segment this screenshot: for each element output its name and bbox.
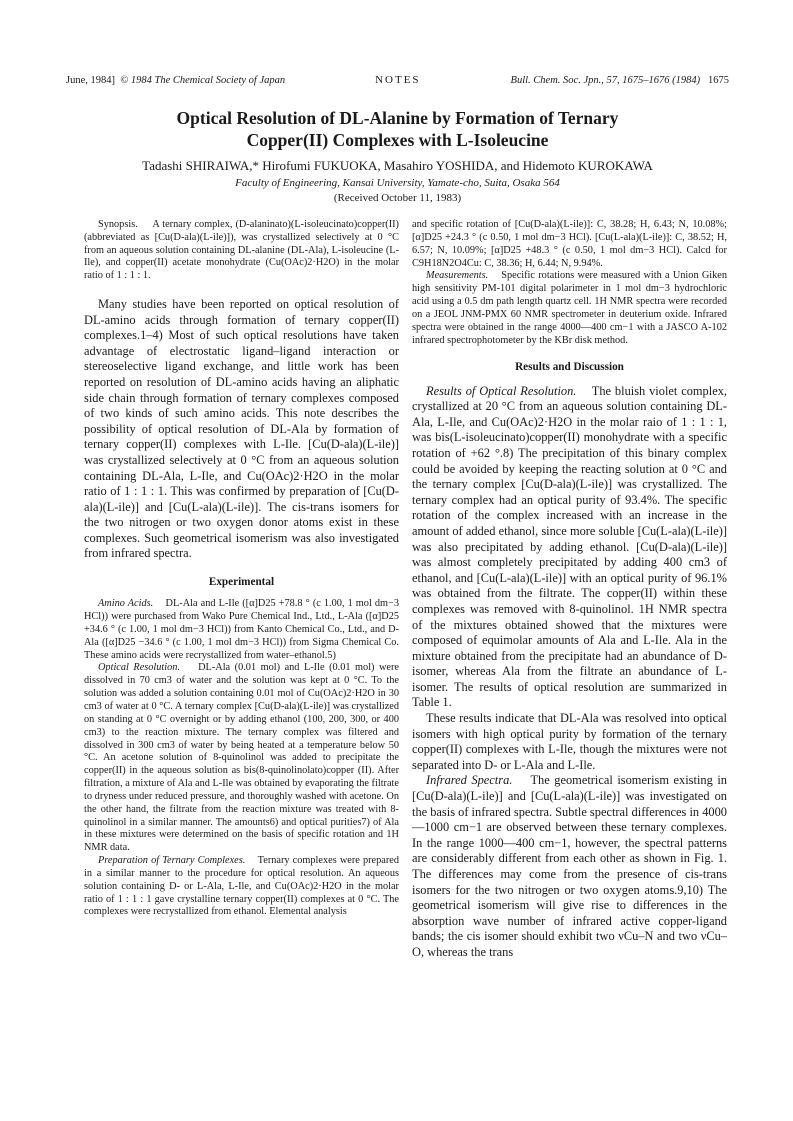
affiliation: Faculty of Engineering, Kansai University, Yamate-cho, Suita, Osaka 564 bbox=[235, 177, 560, 189]
elemental-analysis-paragraph: and specific rotation of [Cu(D-ala)(L-ile)]: C, 38.28; H, 6.43; N, 10.08%; [α]D25 +24.3 ° (c 0.50, 1 mol dm−3 HCl). [Cu(L-ala)(L-ile)]: C, 38.52; H, 6.57; N, 10.09%; [α]D25 +48.3 ° (c 0.50, 1 mol dm−3 HCl). Calcd for C9H18N2O4Cu: C, 38.36; H, 6.44; N, 9.94%. bbox=[412, 219, 727, 269]
article-title bbox=[120, 107, 675, 151]
title-line-2: Copper(II) Complexes with L-Isoleucine bbox=[246, 130, 549, 150]
header-journal: Bull. Chem. Soc. Jpn., 57, 1675–1676 (1984) bbox=[510, 75, 701, 86]
left-column bbox=[84, 219, 399, 919]
page-number: 1675 bbox=[707, 75, 729, 86]
optical-resolution-label: Optical Resolution. bbox=[98, 662, 181, 674]
experimental-heading: Experimental bbox=[208, 576, 275, 589]
synopsis-text: A ternary complex, (D-alaninato)(L-isoleucinato)copper(II) (abbreviated as [Cu(D-ala)(L-ile)]), was crystallized selectively at 0 °C from an aqueous solution containing DL-alanine (DL-Ala), L-isoleucine (L-Ile), and copper(II) acetate monohydrate (Cu(OAc)2·H2O) in the molar ratio of 1 : 1 : 1. bbox=[84, 219, 399, 282]
infrared-paragraph bbox=[412, 773, 727, 960]
results-text: The bluish violet complex, crystallized at 20 °C from an aqueous solution containing DL-Ala, L-Ile, and Cu(OAc)2·H2O in the molar raio of 1 : 1 : 1, was bis(L-isoleucinato)copper(II) monohydrate with a specific rotation of +62 °.8) The precipitation of this binary complex could be avoided by keeping the reacting solution at 0 °C and the ternary complex [Cu(D-ala)(L-ile)] was crystallized. The ternary complex had an optical purity of 93.4%. The specific rotation of the complex increased with an increase in the amount of added ethanol, since more soluble [Cu(L-ala)(L-ile)] was also precipitated by adding ethanol. [Cu(D-ala)(L-ile)] was almost completely precipitated by adding 400 cm3 of ethanol, and [Cu(L-ala)(L-ile)] with an optical purity of 96.1% was obtained from the filtrate. The copper(II) within these complexes was removed with 8-quinolinol. 1H NMR spectra of the mixtures obtained showed that the mixtures were composed of equimolar amounts of Ala and L-Ile. Ala in the mixture obtained from the precipitate had an abundance of D-isomer, whereas Ala from the filtrate an abundance of L-isomer. The results of optical resolution are summarized in Table 1. bbox=[412, 383, 727, 710]
infrared-text: The geometrical isomerism existing in [Cu(D-ala)(L-ile)] and [Cu(L-ala)(L-ile)] was investigated on the basis of infrared spectra. Subtle spectral differences in 4000—1000 cm−1 are observed between these ternary complexes. In the range 1000—400 cm−1, however, the spectral patterns are considerably different from each other as shown in Fig. 1. The differences may come from the presence of cis-trans isomers for the two nitrogen or two oxygen atoms.9,10) The geometrical isomerism will give rise to differences in the absorption wave number of infrared active copper-ligand bands; the cis isomer should exhibit two νCu–N and two νCu–O, whereas the trans bbox=[412, 773, 727, 959]
header-date-copyright bbox=[66, 75, 285, 86]
measurements-paragraph bbox=[412, 270, 727, 347]
header-copyright: © 1984 The Chemical Society of Japan bbox=[120, 75, 286, 86]
results-heading: Results and Discussion bbox=[515, 361, 624, 374]
results-label: Results of Optical Resolution. bbox=[426, 383, 577, 398]
header-journal-info bbox=[511, 75, 729, 86]
right-column bbox=[412, 219, 727, 961]
synopsis-label: Synopsis. bbox=[98, 219, 138, 230]
amino-acids-text: DL-Ala and L-Ile ([α]D25 +78.8 ° (c 1.00, 1 mol dm−3 HCl)) were purchased from Wako Pure Chemical Ind., Ltd., L-Ala ([α]D25 +34.6 ° (c 1.00, 1 mol dm−3 HCl)) from Kanto Chemical Co., Ltd., and D-Ala ([α]D25 −34.6 ° (c 1.00, 1 mol dm−3 HCl)) from Sigma Chemical Co. These amino acids were recrystallized from water–ethanol.5) bbox=[84, 598, 399, 661]
header-date: June, 1984] bbox=[66, 75, 115, 86]
optical-resolution-text: DL-Ala (0.01 mol) and L-Ile (0.01 mol) were dissolved in 70 cm3 of water and the solution was kept at 0 °C. To the solution was added a solution containing 0.01 mol of Cu(OAc)2·H2O in 30 cm3 of water at 0 °C. A ternary complex [Cu(D-ala)(L-ile)] was crystallized on standing at 0 °C overnight or by adding ethanol (100, 200, 300, or 400 cm3) to the reaction mixture. The ternary complex was filtered and dissolved in 300 cm3 of water by being heated at a temperature below 50 °C. An acetone solution of 8-quinolinol was added to precipitate the copper(II) in the aqueous solution as bis(8-quinolinolato)copper (II). After filtration, a mixture of Ala and L-Ile was obtained by evaporating the filtrate to dryness under reduced pressure, and thoroughly washed with acetone. On the other hand, the filtrate from the reaction mixture was treated with 8-quinolinol in a similar manner. The amounts6) and optical purities7) of Ala in these mixtures were determined on the basis of specific rotation and 1H NMR data. bbox=[84, 662, 400, 854]
running-header bbox=[66, 74, 729, 86]
optical-resolution-paragraph bbox=[84, 662, 399, 855]
header-section: NOTES bbox=[375, 74, 421, 86]
results-paragraph bbox=[412, 384, 727, 711]
conclusion-paragraph: These results indicate that DL-Ala was resolved into optical isomers with high optical purity by formation of the ternary copper(II) complexes with L-Ile, though the mixtures were not separated into D- or L-Ala and L-Ile. bbox=[412, 711, 727, 772]
infrared-label: Infrared Spectra. bbox=[426, 773, 513, 788]
amino-acids-label: Amino Acids. bbox=[98, 598, 154, 610]
received-date: (Received October 11, 1983) bbox=[333, 192, 462, 204]
preparation-label: Preparation of Ternary Complexes. bbox=[98, 855, 246, 867]
measurements-text: Specific rotations were measured with a Union Giken high sensitivity PM-101 digital polarimeter in 1 mol dm−3 hydrochloric acid using a 0.5 dm path length quartz cell. 1H NMR spectra were recorded on a JEOL JNM-PMX 60 NMR spectrometer in deuterium oxide. Infrared spectra were obtained in the range 4000—400 cm−1 with a JASCO A-102 infrared spectrophotometer by the KBr disk method. bbox=[412, 270, 728, 346]
synopsis-paragraph bbox=[84, 219, 399, 283]
amino-acids-paragraph bbox=[84, 598, 399, 662]
introduction-paragraph: Many studies have been reported on optical resolution of DL-amino acids through formation of ternary copper(II) complexes.1–4) Most of such optical resolutions have taken advantage of electrostatic ligand–ligand interaction or stereoselective ligand exchange, and little work has been reported on resolution of DL-amino acids having an aliphatic side chain through formation of ternary complexes composed of two kinds of such amino acids. This note describes the possibility of optical resolution of DL-Ala by formation of ternary copper(II) complexes with L-Ile. [Cu(D-ala)(L-ile)] was crystallized selectively at 0 °C from an aqueous solution containing DL-Ala, L-Ile, and Cu(OAc)2·H2O in the molar ratio of 1 : 1 : 1. This was confirmed by preparation of [Cu(D-ala)(L-ile)] and [Cu(L-ala)(L-ile)]. The cis-trans isomers for the two nitrogen or two oxygen donor atoms exist in these complexes. Such geometrical isomerism was also investigated from infrared spectra. bbox=[84, 296, 399, 561]
preparation-paragraph bbox=[84, 855, 399, 919]
title-line-1: Optical Resolution of DL-Alanine by Formation of Ternary bbox=[176, 108, 619, 128]
author-list: Tadashi SHIRAIWA,* Hirofumi FUKUOKA, Masahiro YOSHIDA, and Hidemoto KUROKAWA bbox=[142, 158, 653, 173]
preparation-text: Ternary complexes were prepared in a similar manner to the procedure for optical resolution. An aqueous solution containing D- or L-Ala, L-Ile, and Cu(OAc)2·H2O in the molar ratio of 1 : 1 : 1 gave crystalline ternary copper(II) complexes at 0 °C. The complexes were recrystallized from ethanol. Elemental analysis bbox=[84, 855, 399, 918]
measurements-label: Measurements. bbox=[426, 270, 489, 282]
